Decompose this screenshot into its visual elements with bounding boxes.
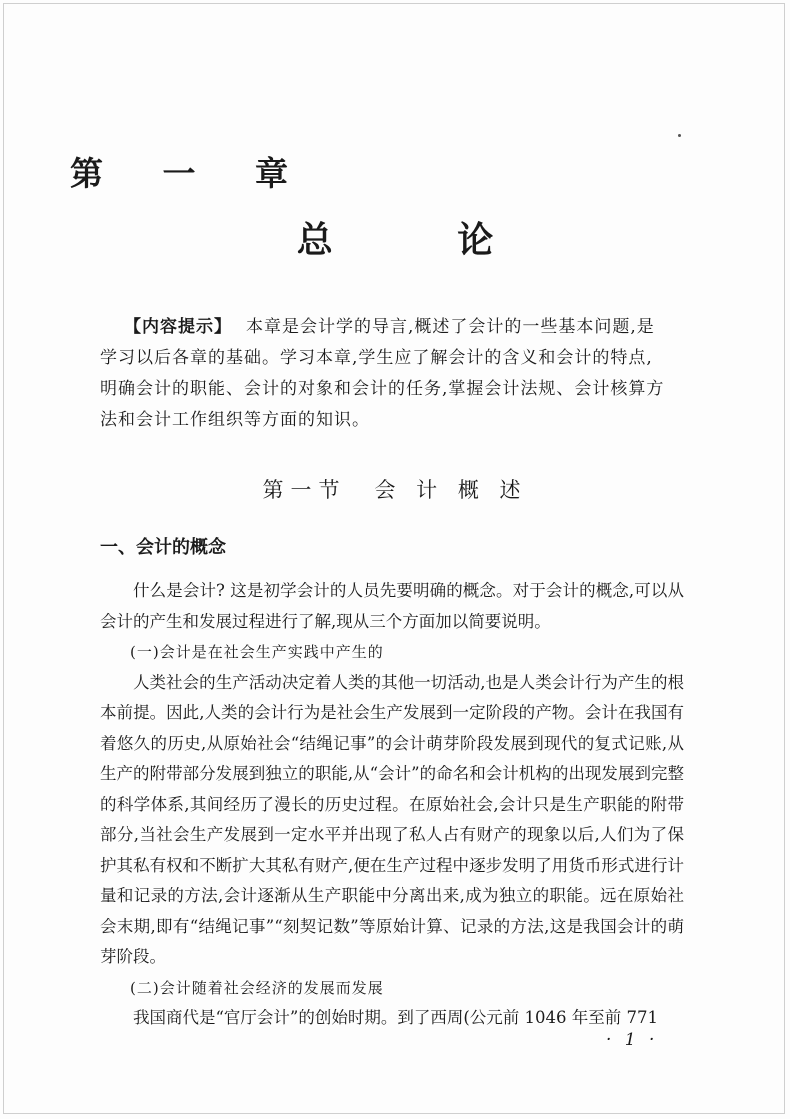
section-title: 会 计 概 述 (374, 478, 528, 502)
section-number: 第一节 (262, 478, 347, 502)
paragraph: 人类社会的生产活动决定着人类的其他一切活动,也是人类会计行为产生的根本前提。因此,人类的会计行为是社会生产发展到一定阶段的产物。会计在我国有着悠久的历史,从原始社会“结绳记事”的会计萌芽阶段发展到现代的复式记账,从生产的附带部分发展到独立的职能,从“会计”的命名和会计机构的出现发展到完整的科学体系,其间经历了漫长的历史过程。在原始社会,会计只是生产职能的附带部分,当社会生产发展到一定水平并出现了私人占有财产的现象以后,人们为了保护其私有权和不断扩大其私有财产,便在生产过程中逐步发明了用货币形式进行计量和记录的方法,会计逐渐从生产职能中分离出来,成为独立的职能。远在原始社会末期,即有“结绳记事”“刻契记数”等原始计算、记录的方法,这是我国会计的萌芽阶段。 (100, 672, 684, 966)
paragraph: 什么是会计? 这是初学会计的人员先要明确的概念。对于会计的概念,可以从会计的产生和发展过程进行了解,现从三个方面加以简要说明。 (100, 581, 684, 631)
page-number: · 1 · (606, 1030, 659, 1050)
summary-label: 【内容提示】 (124, 317, 232, 337)
paragraph: 我国商代是“官厅会计”的创始时期。到了西周(公元前 1046 年至前 771 (133, 1008, 659, 1027)
section-heading (0, 474, 790, 504)
summary-text: 本章是会计学的导言,概述了会计的一些基本问题,是学习以后各章的基础。学习本章,学生应了解会计的含义和会计的特点,明确会计的职能、会计的对象和会计的任务,掌握会计法规、会计核算方法和会计工作组织等方面的知识。 (100, 317, 665, 430)
content-summary (100, 312, 670, 436)
subsection-heading: 一、会计的概念 (100, 537, 226, 558)
item-heading: (一)会计是在社会生产实践中产生的 (130, 643, 384, 661)
item-heading: (二)会计随着社会经济的发展而发展 (130, 978, 384, 997)
scan-speck (678, 134, 681, 137)
chapter-number: 第 一 章 (70, 154, 312, 193)
body-text (100, 576, 684, 1034)
chapter-title: 总 论 (296, 220, 550, 261)
